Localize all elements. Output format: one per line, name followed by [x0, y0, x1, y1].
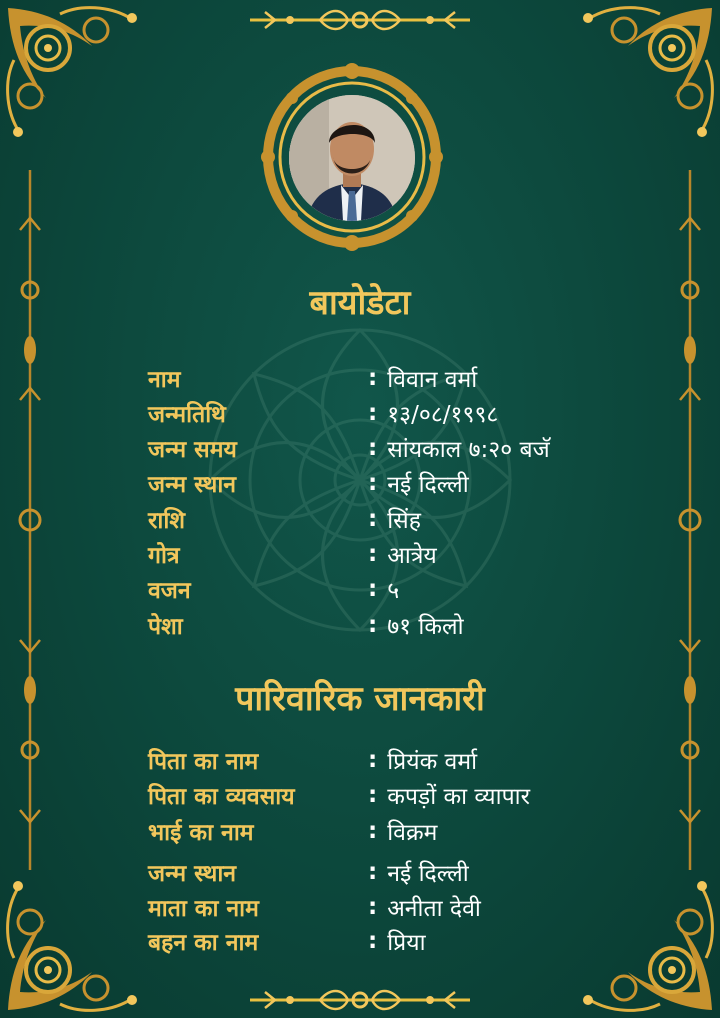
detail-label: जन्मतिथि	[148, 402, 226, 428]
detail-value: प्रिया	[387, 930, 426, 956]
separator: :	[368, 435, 378, 461]
separator: :	[368, 782, 378, 808]
detail-value: प्रियंक वर्मा	[387, 749, 478, 775]
detail-value: नई दिल्ली	[387, 861, 469, 887]
detail-row-rashi	[148, 502, 421, 536]
detail-label: राशि	[148, 508, 185, 534]
separator: :	[368, 818, 378, 844]
detail-row-name	[148, 361, 477, 395]
floral-corner-icon-bottom-right	[583, 881, 712, 1010]
detail-label: माता का नाम	[148, 896, 259, 922]
detail-label: गोत्र	[148, 543, 180, 569]
family-row-sister-name	[148, 924, 426, 958]
separator: :	[368, 400, 378, 426]
separator: :	[368, 365, 378, 391]
detail-value: नई दिल्ली	[387, 472, 469, 498]
detail-label: जन्म समय	[148, 437, 237, 463]
detail-value: कपड़ों का व्यापार	[387, 784, 531, 810]
floral-corner-icon-top-left	[8, 8, 137, 137]
detail-value: १३/०८/१९९८	[387, 402, 499, 428]
detail-row-birth-time	[148, 431, 550, 465]
border-ornament-right	[680, 170, 700, 870]
detail-label: वजन	[148, 578, 191, 604]
detail-value: विक्रम	[387, 820, 438, 846]
separator: :	[368, 506, 378, 532]
detail-value: ७१ किलो	[387, 614, 464, 640]
border-ornament-left	[20, 170, 40, 870]
family-row-birth-place	[148, 855, 469, 889]
separator: :	[368, 541, 378, 567]
detail-row-birth-place	[148, 466, 469, 500]
separator: :	[368, 859, 378, 885]
separator: :	[368, 612, 378, 638]
detail-row-gotra	[148, 537, 437, 571]
detail-label: पेशा	[148, 614, 183, 640]
detail-row-dob	[148, 396, 498, 430]
detail-value: आत्रेय	[387, 543, 437, 569]
biodata-title: बायोडेटा	[309, 283, 411, 323]
profile-photo-frame	[258, 62, 446, 252]
detail-label: पिता का नाम	[148, 749, 259, 775]
family-section-title: पारिवारिक जानकारी	[235, 679, 485, 719]
detail-value: सिंह	[387, 508, 421, 534]
floral-corner-icon-bottom-left	[8, 881, 137, 1010]
scroll-divider-icon-top	[250, 11, 470, 29]
separator: :	[368, 470, 378, 496]
family-row-father-name	[148, 743, 477, 777]
family-row-mother-name	[148, 890, 481, 924]
avatar	[289, 95, 415, 221]
detail-label: जन्म स्थान	[148, 861, 237, 887]
detail-label: बहन का नाम	[148, 930, 259, 956]
scroll-divider-icon-bottom	[250, 991, 470, 1009]
detail-label: पिता का व्यवसाय	[148, 784, 295, 810]
floral-corner-icon-top-right	[583, 8, 712, 137]
detail-label: नाम	[148, 367, 181, 393]
separator: :	[368, 576, 378, 602]
separator: :	[368, 894, 378, 920]
detail-value: अनीता देवी	[387, 896, 481, 922]
detail-row-profession	[148, 608, 464, 642]
family-row-father-occupation	[148, 778, 530, 812]
detail-label: भाई का नाम	[148, 820, 254, 846]
separator: :	[368, 928, 378, 954]
detail-row-weight	[148, 572, 399, 606]
separator: :	[368, 747, 378, 773]
detail-value: विवान वर्मा	[387, 367, 478, 393]
detail-value: सांयकाल ७:२० बजॅ	[387, 437, 550, 463]
detail-label: जन्म स्थान	[148, 472, 237, 498]
detail-value: ५	[387, 578, 400, 604]
family-row-brother-name	[148, 814, 437, 848]
